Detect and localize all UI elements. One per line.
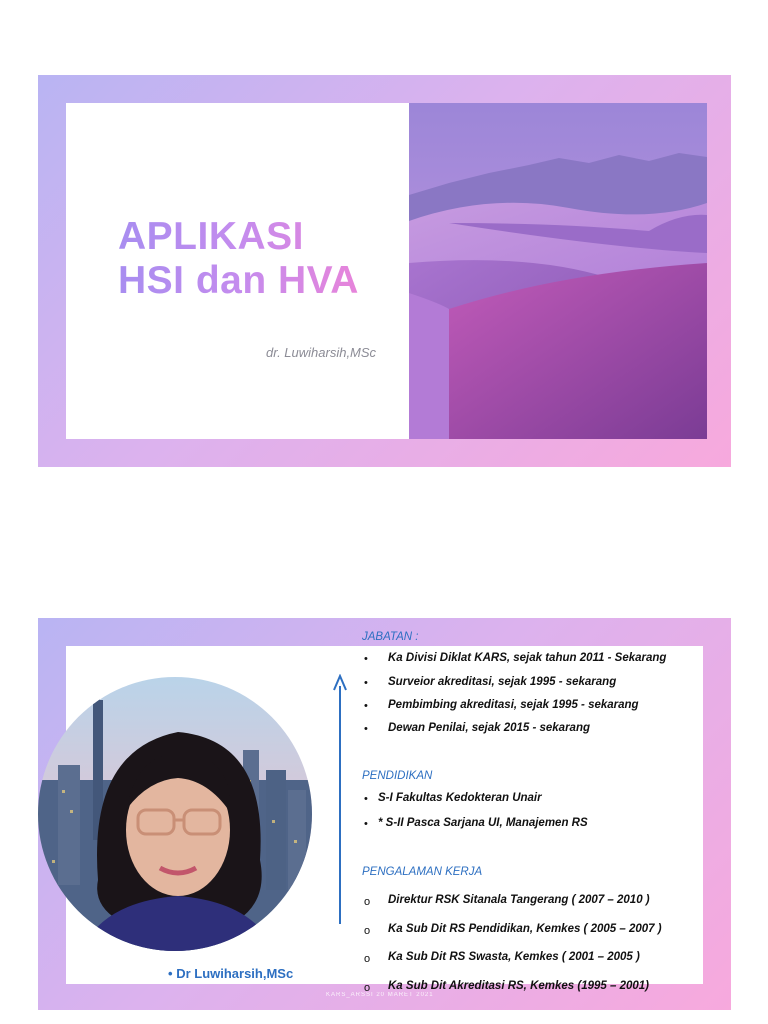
pendidikan-item: * S-II Pasca Sarjana UI, Manajemen RS <box>378 817 588 829</box>
bullet-circle: o <box>364 982 371 994</box>
pengalaman-item: Ka Sub Dit Akreditasi RS, Kemkes (1995 – 2001) <box>388 980 649 992</box>
profile-name-text: Dr Luwiharsih,MSc <box>176 966 294 981</box>
bullet-dot: • <box>364 700 368 712</box>
title-line-2: HSI dan HVA <box>118 259 359 302</box>
desert-photo <box>409 103 707 439</box>
bullet-circle: o <box>364 953 371 965</box>
pengalaman-heading: PENGALAMAN KERJA <box>362 866 483 878</box>
jabatan-item: Ka Divisi Diklat KARS, sejak tahun 2011 - Sekarang <box>388 652 667 664</box>
pendidikan-item: S-I Fakultas Kedokteran Unair <box>378 792 542 804</box>
bullet-dot: • <box>364 723 368 735</box>
bullet-circle: o <box>364 896 371 908</box>
bullet-dot: • <box>364 677 368 689</box>
bullet-dot: • <box>364 818 368 830</box>
profile-slide <box>38 618 731 1010</box>
bullet-dot: • <box>364 653 368 665</box>
pengalaman-item: Ka Sub Dit RS Pendidikan, Kemkes ( 2005 – 2007 ) <box>388 923 662 935</box>
slide-footer: KARS_ARSSI 20 MARET 2021 <box>326 992 434 998</box>
pendidikan-heading: PENDIDIKAN <box>362 770 433 782</box>
bullet-dot: • <box>168 966 173 981</box>
slide-title <box>118 215 359 303</box>
timeline-arrow <box>333 674 347 924</box>
profile-name <box>168 966 293 981</box>
author-name: dr. Luwiharsih,MSc <box>266 345 377 360</box>
jabatan-item: Dewan Penilai, sejak 2015 - sekarang <box>388 722 591 734</box>
pengalaman-item: Direktur RSK Sitanala Tangerang ( 2007 – 2010 ) <box>388 894 650 906</box>
jabatan-item: Pembimbing akreditasi, sejak 1995 - sekarang <box>388 699 639 711</box>
title-panel <box>66 103 409 439</box>
title-line-1: APLIKASI <box>118 215 359 259</box>
bullet-circle: o <box>364 925 371 937</box>
jabatan-item: Surveior akreditasi, sejak 1995 - sekarang <box>388 676 617 688</box>
bullet-dot: • <box>364 793 368 805</box>
pengalaman-item: Ka Sub Dit RS Swasta, Kemkes ( 2001 – 2005 ) <box>388 951 640 963</box>
title-slide <box>38 75 731 467</box>
jabatan-heading: JABATAN : <box>362 631 419 643</box>
portrait-photo <box>38 670 312 958</box>
